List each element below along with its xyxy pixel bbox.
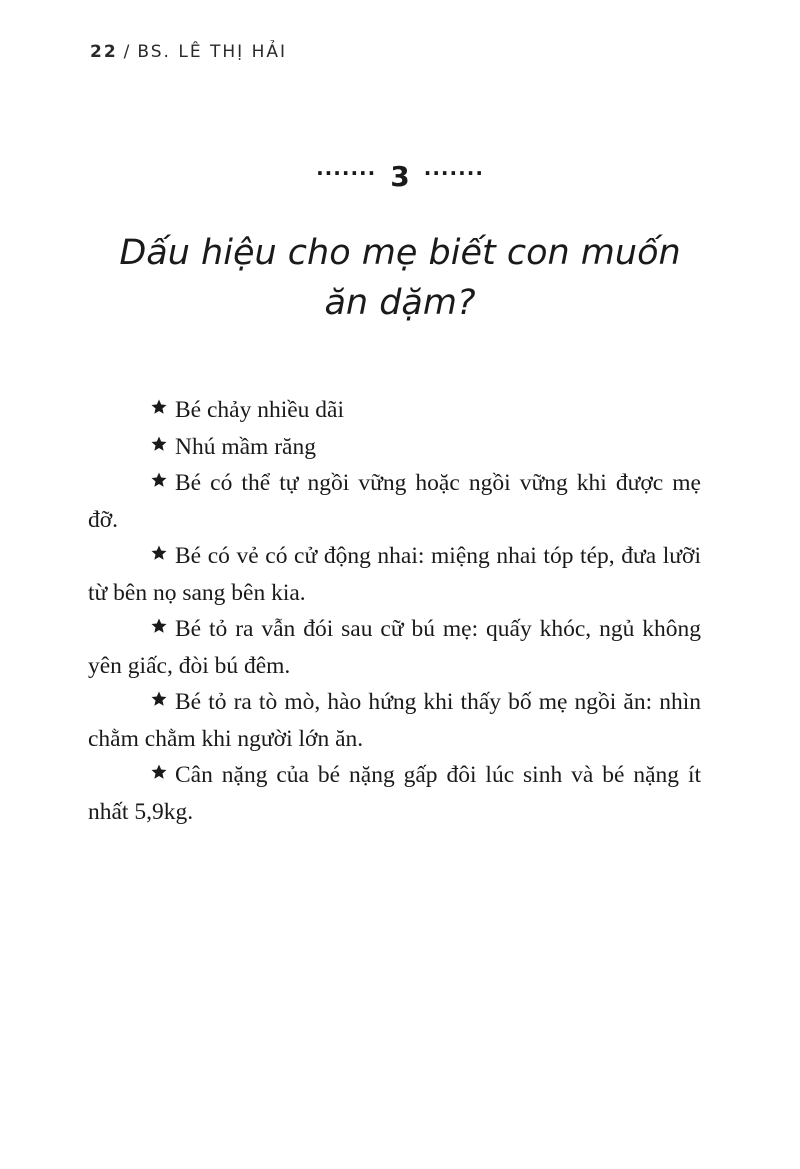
star-icon xyxy=(150,690,168,708)
ornament-dots-left: ······· xyxy=(316,160,377,185)
chapter-title-line-2: ăn dặm? xyxy=(324,283,476,323)
star-icon xyxy=(150,617,168,635)
chapter-title-line-1: Dấu hiệu cho mẹ biết con muốn xyxy=(119,233,681,273)
list-item xyxy=(88,757,701,830)
chapter-number: 3 xyxy=(390,160,410,193)
header-separator: / xyxy=(123,42,132,62)
sign-list xyxy=(88,392,701,830)
list-item-text: Bé tỏ ra tò mò, hào hứng khi thấy bố mẹ ngồi ăn: nhìn chằm chằm khi người lớn ăn. xyxy=(88,689,701,752)
star-icon xyxy=(150,471,168,489)
list-item-text: Bé có vẻ có cử động nhai: miệng nhai tóp tép, đưa lưỡi từ bên nọ sang bên kia. xyxy=(88,543,701,606)
page-number: 22 xyxy=(90,42,118,62)
star-icon xyxy=(150,398,168,416)
author-name: BS. LÊ THỊ HẢI xyxy=(137,42,287,62)
star-icon xyxy=(150,763,168,781)
list-item-text: Bé tỏ ra vẫn đói sau cữ bú mẹ: quấy khóc, ngủ không yên giấc, đòi bú đêm. xyxy=(88,616,701,679)
list-item xyxy=(88,611,701,684)
running-header xyxy=(90,42,287,62)
list-item-text: Bé chảy nhiều dãi xyxy=(175,397,345,423)
list-item xyxy=(88,538,701,611)
list-item xyxy=(88,392,701,429)
star-icon xyxy=(150,435,168,453)
chapter-title xyxy=(60,228,740,328)
list-item xyxy=(88,684,701,757)
list-item-text: Bé có thể tự ngồi vững hoặc ngồi vững khi được mẹ đỡ. xyxy=(88,470,701,533)
list-item xyxy=(88,465,701,538)
ornament-dots-right: ······· xyxy=(423,160,484,185)
list-item-text: Cân nặng của bé nặng gấp đôi lúc sinh và bé nặng ít nhất 5,9kg. xyxy=(88,762,701,825)
list-item-text: Nhú mầm răng xyxy=(175,433,316,460)
star-icon xyxy=(150,544,168,562)
chapter-marker xyxy=(0,160,800,193)
list-item xyxy=(88,429,701,466)
